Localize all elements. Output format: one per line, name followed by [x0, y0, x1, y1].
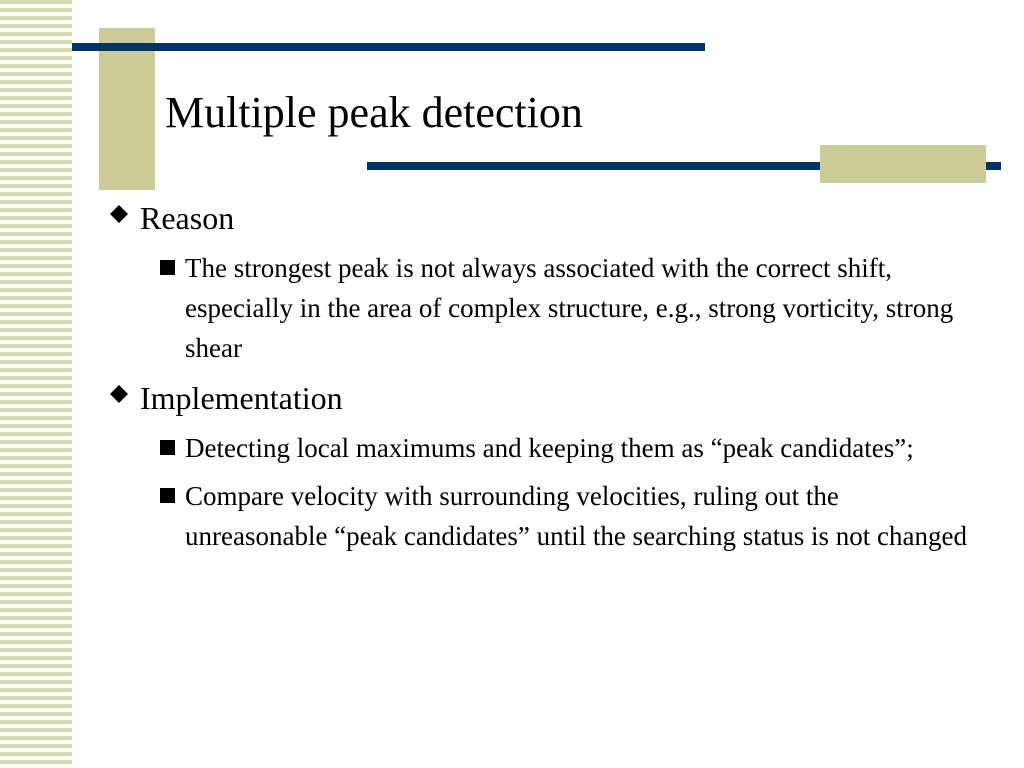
right-accent-block: [820, 145, 986, 183]
left-striped-border: [0, 0, 72, 768]
sub-bullet-list: [103, 428, 983, 556]
sub-bullet: [155, 248, 983, 368]
sub-bullet: [155, 428, 983, 468]
sub-bullet-text: Detecting local maximums and keeping them as “peak candidates”;: [185, 433, 914, 463]
slide-title: Multiple peak detection: [165, 88, 583, 137]
bullet-heading: Reason: [140, 200, 235, 236]
slide-body: [103, 196, 983, 564]
sub-bullet-list: [103, 248, 983, 368]
sub-bullet-text: The strongest peak is not always associated with the correct shift, especially in the area of complex structure, e.g., strong vorticity, strong shear: [185, 253, 954, 363]
sub-bullet-text: Compare velocity with surrounding velocities, ruling out the unreasonable “peak candidates” until the searching status is not changed: [185, 481, 967, 551]
sub-bullet: [155, 476, 983, 556]
square-bullet-icon: [160, 440, 175, 455]
bullet-heading: Implementation: [140, 380, 343, 416]
bullet-implementation: [103, 376, 983, 420]
bullet-reason: [103, 196, 983, 240]
diamond-bullet-icon: [109, 204, 129, 224]
square-bullet-icon: [160, 260, 175, 275]
title-rule-top: [72, 43, 705, 51]
title-accent-block: [99, 28, 155, 190]
diamond-bullet-icon: [109, 384, 129, 404]
square-bullet-icon: [160, 488, 175, 503]
